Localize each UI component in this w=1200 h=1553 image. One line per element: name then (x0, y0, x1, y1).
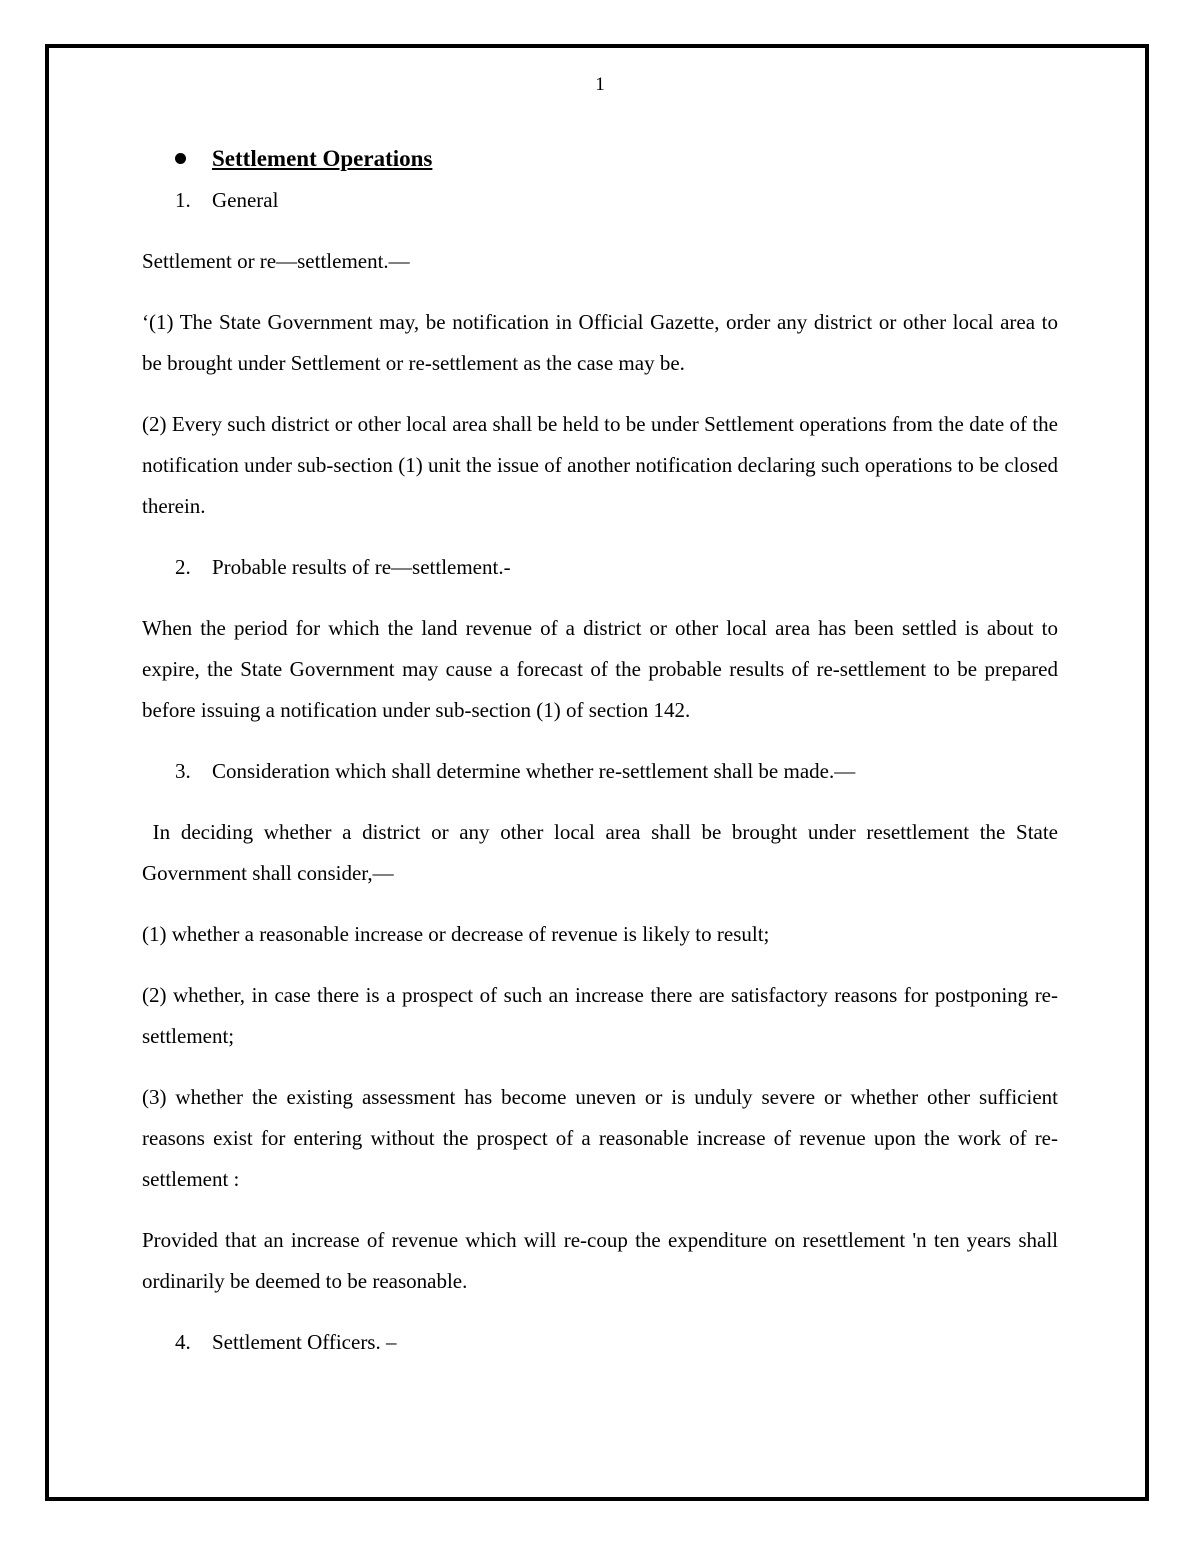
bullet-icon (175, 153, 186, 164)
page-number: 1 (595, 74, 605, 95)
item-number: 3. (175, 759, 191, 783)
numbered-item-2 (142, 547, 1058, 588)
item-title: Probable results of re—settlement.- (212, 555, 511, 579)
item-number: 1. (175, 188, 191, 212)
item-title: General (212, 188, 279, 212)
item-title: Settlement Officers. – (212, 1330, 397, 1354)
document-body (142, 140, 1058, 1363)
item-number: 4. (175, 1330, 191, 1354)
paragraph: ‘(1) The State Government may, be notification in Official Gazette, order any district or other local area to be brought under Settlement or re-settlement as the case may be. (142, 310, 1058, 375)
paragraph: In deciding whether a district or any other local area shall be brought under resettlement the State Government shall consider,— (142, 820, 1058, 885)
paragraph: (2) whether, in case there is a prospect of such an increase there are satisfactory reasons for postponing re-settlement; (142, 983, 1058, 1048)
numbered-item-3 (142, 751, 1058, 792)
section-heading-title: Settlement Operations (212, 146, 433, 171)
paragraph: Provided that an increase of revenue which will re-coup the expenditure on resettlement 'n ten years shall ordinarily be deemed to be reasonable. (142, 1228, 1058, 1293)
paragraph: (2) Every such district or other local area shall be held to be under Settlement operations from the date of the notification under sub-section (1) unit the issue of another notification declaring such operations to be closed therein. (142, 412, 1058, 518)
paragraph: (3) whether the existing assessment has become uneven or is unduly severe or whether other sufficient reasons exist for entering without the prospect of a reasonable increase of revenue upon the work of re-settlement : (142, 1085, 1058, 1191)
paragraph: Settlement or re—settlement.— (142, 249, 410, 273)
item-title: Consideration which shall determine whether re-settlement shall be made.— (212, 759, 856, 783)
paragraph: (1) whether a reasonable increase or decrease of revenue is likely to result; (142, 922, 770, 946)
item-number: 2. (175, 555, 191, 579)
numbered-item-4 (142, 1322, 1058, 1363)
numbered-item-1 (142, 180, 1058, 221)
paragraph: When the period for which the land revenue of a district or other local area has been settled is about to expire, the State Government may cause a forecast of the probable results of re-settlement to be prepared before issuing a notification under sub-section (1) of section 142. (142, 616, 1058, 722)
section-heading (142, 140, 1058, 178)
